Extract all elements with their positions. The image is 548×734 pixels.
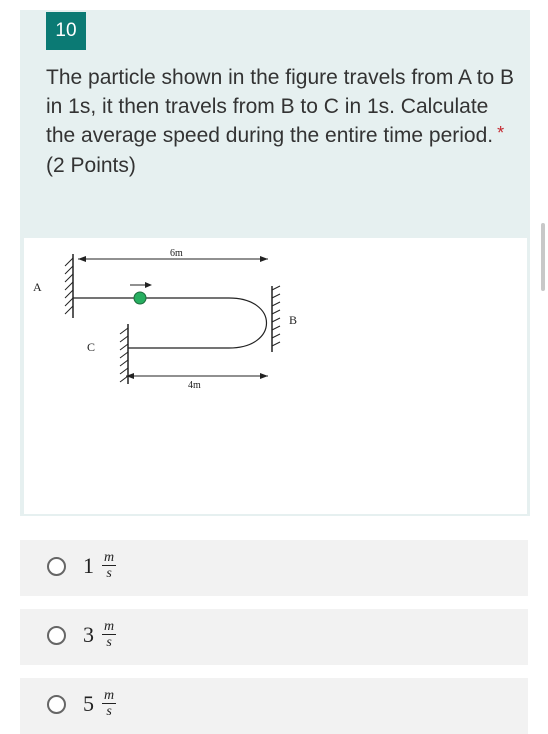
point-a-label: A — [33, 280, 42, 294]
particle — [134, 292, 146, 304]
question-figure — [24, 238, 527, 514]
question-text — [46, 63, 516, 180]
answer-option-2[interactable] — [20, 609, 528, 665]
radio-button[interactable] — [47, 626, 66, 645]
point-c-label: C — [87, 340, 96, 354]
top-dimension-label: 6m — [170, 248, 183, 259]
scrollbar[interactable] — [541, 223, 545, 291]
question-card — [20, 10, 530, 516]
question-body: The particle shown in the figure travels from A to B in 1s, it then travels from B to C in 1s. Calculate the average speed during the entire time period. — [46, 66, 515, 147]
answer-option-1[interactable] — [20, 540, 528, 596]
option-label: 1 $\frac{m}{s}$ — [83, 550, 115, 581]
unit-fraction: $\frac{m}{s}$ — [104, 550, 115, 581]
option-label: 5 $\frac{m}{s}$ — [83, 688, 115, 719]
radio-button[interactable] — [47, 695, 66, 714]
radio-button[interactable] — [47, 557, 66, 576]
unit-fraction: $\frac{m}{s}$ — [104, 688, 115, 719]
required-asterisk: * — [497, 123, 505, 143]
option-label: 3 $\frac{m}{s}$ — [83, 619, 115, 650]
point-b-label: B — [289, 313, 298, 327]
answer-option-3[interactable] — [20, 678, 528, 734]
particle-path-diagram — [24, 238, 527, 514]
unit-fraction: $\frac{m}{s}$ — [104, 619, 115, 650]
bottom-dimension-label: 4m — [188, 380, 201, 391]
question-points: (2 Points) — [46, 154, 136, 177]
question-number: 10 — [46, 12, 86, 50]
